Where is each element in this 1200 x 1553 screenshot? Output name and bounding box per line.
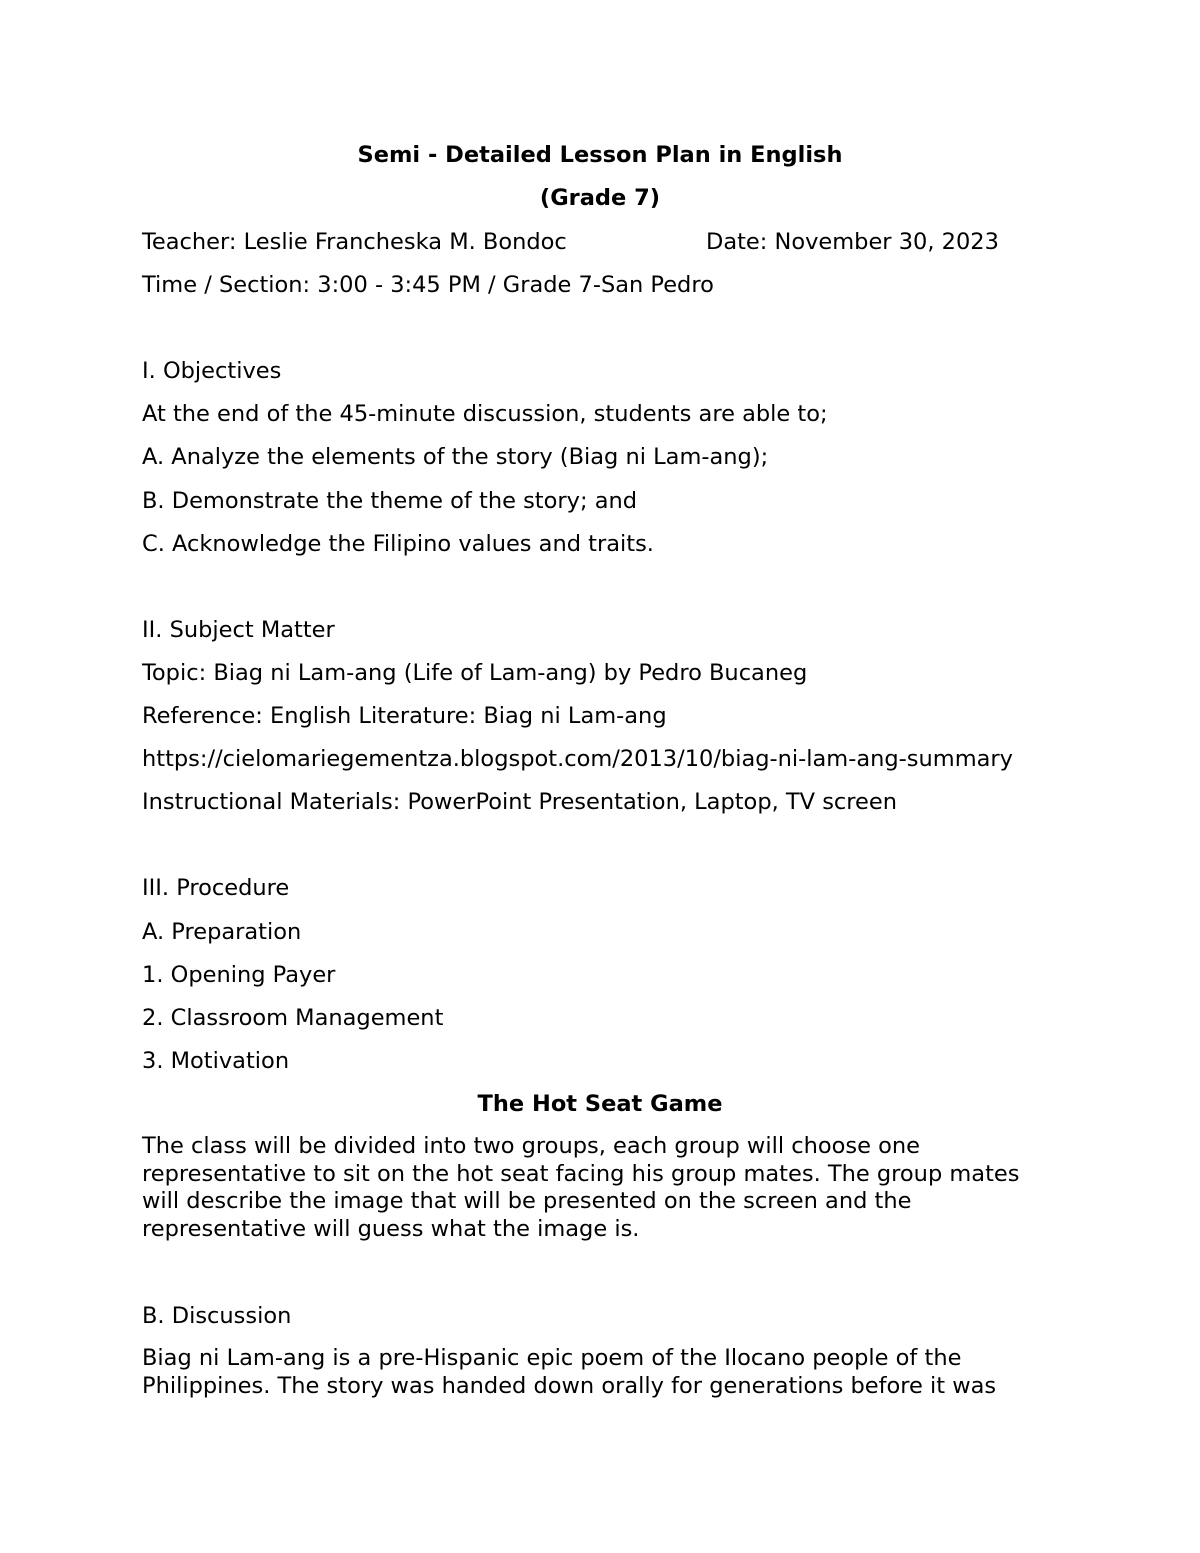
objective-item: C. Acknowledge the Filipino values and traits. xyxy=(142,531,654,557)
objectives-heading: I. Objectives xyxy=(142,358,282,384)
discussion-heading: B. Discussion xyxy=(142,1303,292,1329)
game-description: The class will be divided into two groups, each group will choose one representative to sit on the hot seat facing his group mates. The group mates will describe the image that will be presented on the screen and the representative will guess what the image is. xyxy=(142,1133,1020,1242)
objective-item: B. Demonstrate the theme of the story; and xyxy=(142,488,638,514)
objectives-intro: At the end of the 45-minute discussion, students are able to; xyxy=(142,401,828,427)
topic-line: Topic: Biag ni Lam-ang (Life of Lam-ang) by Pedro Bucaneg xyxy=(142,660,808,686)
time-section-line: Time / Section: 3:00 - 3:45 PM / Grade 7-San Pedro xyxy=(142,272,714,298)
document-title: Semi - Detailed Lesson Plan in English xyxy=(357,142,843,168)
document-grade: (Grade 7) xyxy=(539,185,661,211)
teacher-line: Teacher: Leslie Francheska M. Bondoc xyxy=(142,229,567,255)
procedure-step: 3. Motivation xyxy=(142,1048,290,1074)
procedure-step: 1. Opening Payer xyxy=(142,962,336,988)
subject-matter-heading: II. Subject Matter xyxy=(142,617,335,643)
game-title: The Hot Seat Game xyxy=(477,1091,723,1117)
procedure-step: 2. Classroom Management xyxy=(142,1005,444,1031)
procedure-heading: III. Procedure xyxy=(142,875,290,901)
preparation-heading: A. Preparation xyxy=(142,919,302,945)
reference-url: https://cielomariegementza.blogspot.com/2013/10/biag-ni-lam-ang-summary xyxy=(142,746,1013,772)
date-line: Date: November 30, 2023 xyxy=(706,229,999,255)
materials-line: Instructional Materials: PowerPoint Presentation, Laptop, TV screen xyxy=(142,789,897,815)
discussion-text: Biag ni Lam-ang is a pre-Hispanic epic poem of the Ilocano people of the Philippines. The story was handed down orally for generations before it was xyxy=(142,1345,997,1399)
reference-line: Reference: English Literature: Biag ni Lam-ang xyxy=(142,703,667,729)
objective-item: A. Analyze the elements of the story (Biag ni Lam-ang); xyxy=(142,444,769,470)
